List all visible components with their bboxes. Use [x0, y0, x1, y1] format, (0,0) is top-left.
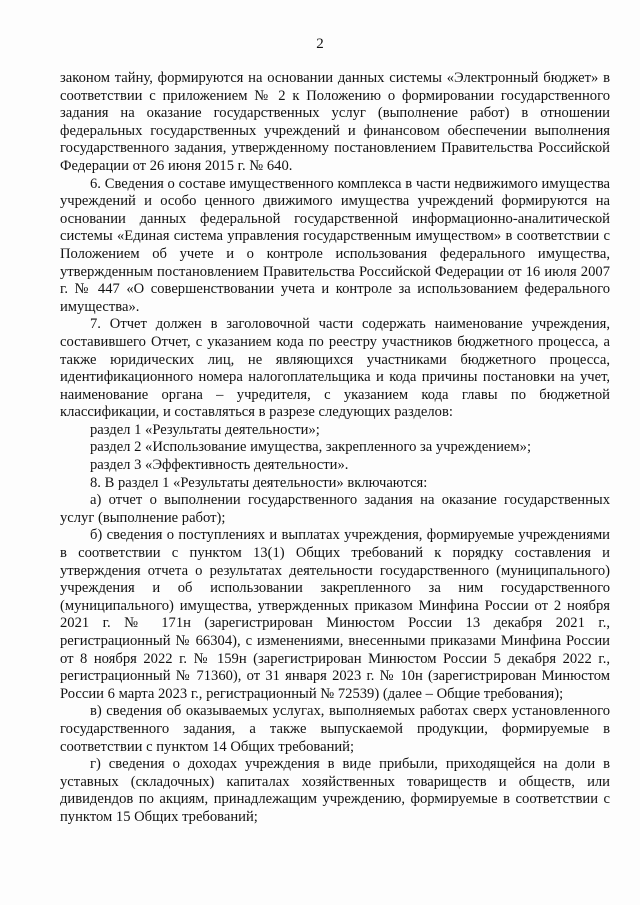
document-body	[60, 70, 610, 827]
subitem-b: б) сведения о поступлениях и выплатах учреждения, формируемые учреждениями в соответствии с пунктом 13(1) Общих требований к порядку составления и утверждения отчета о результатах деятельности государственного (муниципального) учреждения и об использовании закрепленного за ним государственного (муниципального) имущества, утвержденных приказом Минфина России от 2 ноября 2021 г. № 171н (зарегистрирован Минюстом России 13 декабря 2021 г., регистрационный № 66304), с изменениями, внесенными приказами Минфина России от 8 ноября 2022 г. № 159н (зарегистрирован Минюстом России 5 декабря 2022 г., регистрационный № 71360), от 31 января 2023 г. № 10н (зарегистрирован Минюстом России 6 марта 2023 г., регистрационный № 72539) (далее – Общие требования);	[60, 527, 610, 702]
section-1-line: раздел 1 «Результаты деятельности»;	[90, 421, 320, 438]
section-3-line: раздел 3 «Эффективность деятельности».	[90, 457, 349, 474]
page-number: 2	[316, 36, 324, 52]
subitem-v: в) сведения об оказываемых услугах, выполняемых работах сверх установленного государственного задания, а также выпускаемой продукции, формируемые в соответствии с пунктом 14 Общих требований;	[60, 703, 610, 755]
subitem-g: г) сведения о доходах учреждения в виде прибыли, приходящейся на доли в уставных (складочных) капиталах хозяйственных товариществ и обществ, или дивидендов по акциям, принадлежащим учреждению, формируемые в соответствии с пунктом 15 Общих требований;	[60, 756, 610, 825]
paragraph-item-7: 7. Отчет должен в заголовочной части содержать наименование учреждения, составившего Отчет, с указанием кода по реестру участников бюджетного процесса, а также юридических лиц, не являющихся участниками бюджетного процесса, идентификационного номера налогоплательщика и кода причины постановки на учет, наименование органа – учредителя, с указанием кода главы по бюджетной классификации, и составляться в разрезе следующих разделов:	[60, 316, 610, 421]
paragraph-item-8: 8. В раздел 1 «Результаты деятельности» включаются:	[90, 474, 428, 491]
paragraph-continuation: законом тайну, формируются на основании данных системы «Электронный бюджет» в соответствии с приложением № 2 к Положению о формировании государственного задания на оказание государственных услуг (выполнение работ) в отношении федеральных государственных учреждений и финансовом обеспечении выполнения государственного задания, утвержденному постановлением Правительства Российской Федерации от 26 июня 2015 г. № 640.	[60, 70, 610, 174]
section-2-line: раздел 2 «Использование имущества, закрепленного за учреждением»;	[90, 439, 531, 456]
subitem-a: а) отчет о выполнении государственного задания на оказание государственных услуг (выполнение работ);	[60, 492, 610, 526]
paragraph-item-6: 6. Сведения о составе имущественного комплекса в части недвижимого имущества учреждений и особо ценного движимого имущества учреждений формируются на основании данных федеральной государственной информационно-аналитической системы «Единая система управления государственным имуществом» в соответствии с Положением об учете и о контроле использования федерального имущества, утвержденным постановлением Правительства Российской Федерации от 16 июля 2007 г. № 447 «О совершенствовании учета и контроле за использованием федерального имущества».	[60, 175, 610, 315]
